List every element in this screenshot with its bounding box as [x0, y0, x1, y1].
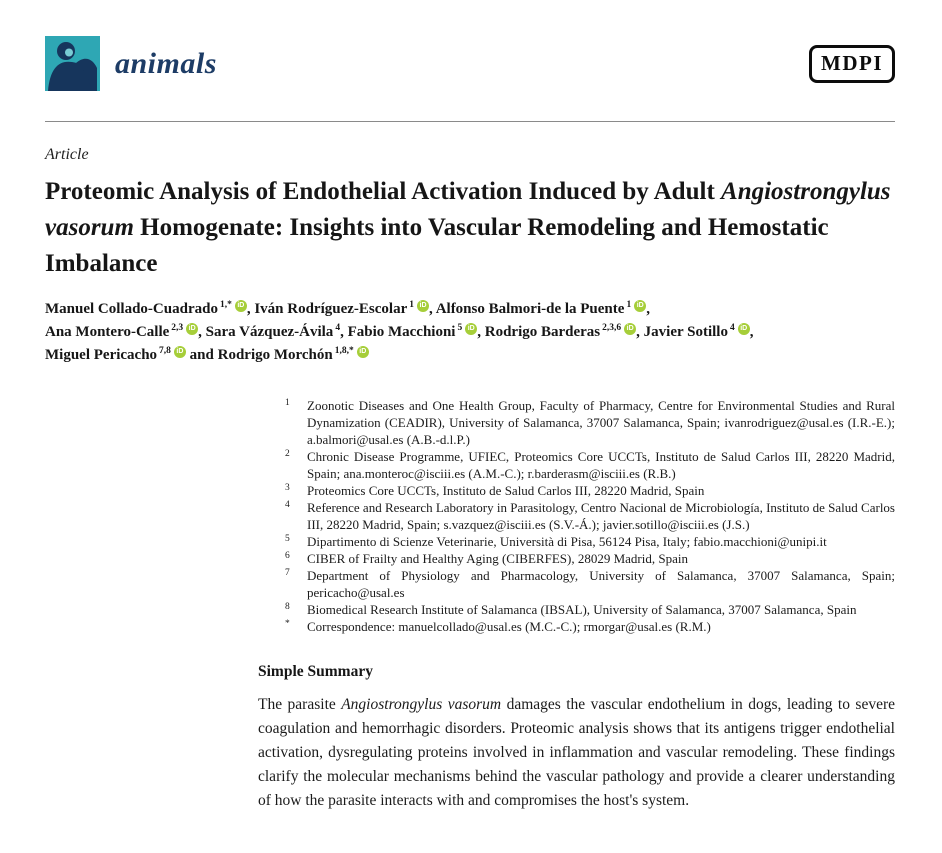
journal-logo[interactable]	[45, 36, 100, 91]
author-sep: ,	[429, 301, 433, 317]
affiliation-text: Proteomics Core UCCTs, Instituto de Salud Carlos III, 28220 Madrid, Spain	[307, 483, 705, 498]
affiliations-list	[285, 397, 895, 635]
correspondence-item	[285, 618, 895, 635]
gibbon-icon	[45, 36, 100, 91]
author-sup: 4	[729, 323, 735, 333]
affiliation-text: Biomedical Research Institute of Salamanca (IBSAL), University of Salamanca, 37007 Salamanca, Spain	[307, 602, 857, 617]
article-title	[45, 174, 895, 282]
author	[45, 347, 214, 363]
author	[485, 324, 640, 340]
author-sep: ,	[646, 301, 650, 317]
author-sep: ,	[246, 301, 251, 317]
affiliation-text: Reference and Research Laboratory in Parasitology, Centro Nacional de Microbiología, Instituto de Salud Carlos III, 28220 Madrid, Spain; s.vazquez@isciii.es (S.V.-Á.); javier.sotillo@isciii.es (J.S.)	[307, 500, 895, 532]
author-name: Miguel Pericacho	[45, 347, 158, 363]
author-sup: 5	[457, 323, 463, 333]
author-name: Iván Rodríguez-Escolar	[254, 301, 408, 317]
affiliation-item	[285, 499, 895, 533]
mdpi-logo[interactable]: MDPI	[809, 45, 895, 83]
author-sup: 1,8,*	[334, 346, 354, 356]
simple-summary-section	[258, 663, 895, 813]
affiliation-text: Department of Physiology and Pharmacology, University of Salamanca, 37007 Salamanca, Spain; pericacho@usal.es	[307, 568, 895, 600]
affiliation-item	[285, 482, 895, 499]
author	[436, 301, 650, 317]
author-sep: ,	[636, 324, 640, 340]
author-sep: and	[185, 347, 214, 363]
species-name: Angiostrongylus vasorum	[45, 178, 891, 241]
author-line-2	[45, 321, 895, 344]
author-name: Rodrigo Morchón	[217, 347, 333, 363]
orcid-icon[interactable]: iD	[624, 323, 636, 335]
affiliation-marker: 1	[285, 398, 290, 408]
article-type-label: Article	[45, 146, 89, 163]
author-sep: ,	[198, 324, 202, 340]
header-divider	[45, 121, 895, 122]
author-line-1	[45, 298, 895, 321]
author-sup: 1,*	[219, 300, 232, 310]
author-sep: ,	[340, 324, 344, 340]
author-sep: ,	[477, 324, 481, 340]
affiliation-marker: 4	[285, 500, 290, 510]
affiliation-text: Chronic Disease Programme, UFIEC, Proteomics Core UCCTs, Instituto de Salud Carlos III, 28220 Madrid, Spain; ana.monteroc@isciii.es (A.M.-C.); r.barderasm@isciii.es (R.B.)	[307, 449, 895, 481]
author	[45, 324, 202, 340]
author	[206, 324, 344, 340]
author-sup: 7,8	[159, 346, 171, 356]
affiliation-text: Dipartimento di Scienze Veterinarie, Università di Pisa, 56124 Pisa, Italy; fabio.macchioni@unipi.it	[307, 534, 827, 549]
affiliation-marker: 5	[285, 534, 290, 544]
orcid-icon[interactable]: iD	[465, 323, 477, 335]
author-sup: 1	[626, 300, 632, 310]
author-sep: ,	[749, 324, 754, 340]
author-name: Alfonso Balmori-de la Puente	[435, 301, 625, 317]
correspondence-marker: *	[285, 619, 290, 629]
affiliation-text: CIBER of Frailty and Healthy Aging (CIBERFES), 28029 Madrid, Spain	[307, 551, 688, 566]
affiliation-marker: 3	[285, 483, 290, 493]
author-name: Javier Sotillo	[643, 324, 728, 340]
summary-text-before: The parasite	[258, 696, 342, 713]
author-name: Manuel Collado-Cuadrado	[45, 301, 218, 317]
author-sup: 2,3	[171, 323, 184, 333]
affiliation-item	[285, 567, 895, 601]
title-part1: Proteomic Analysis of Endothelial Activation Induced by Adult	[45, 178, 722, 205]
simple-summary-heading: Simple Summary	[258, 663, 373, 680]
summary-species-name: Angiostrongylus vasorum	[341, 696, 502, 713]
orcid-icon[interactable]: iD	[357, 346, 369, 358]
journal-name: animals	[115, 46, 217, 80]
journal-brand[interactable]	[45, 36, 217, 91]
affiliation-marker: 7	[285, 568, 290, 578]
orcid-icon[interactable]: iD	[235, 300, 247, 312]
affiliation-text: Zoonotic Diseases and One Health Group, Faculty of Pharmacy, Centre for Environmental Studies and Rural Dynamization (CEADIR), University of Salamanca, 37007 Salamanca, Spain; ivanrodriguez@usal.es (I.R.-E.); a.balmori@usal.es (A.B.-d.l.P.)	[307, 398, 895, 447]
simple-summary-paragraph	[258, 693, 895, 813]
author-name: Ana Montero-Calle	[45, 324, 170, 340]
author	[644, 324, 754, 340]
affiliation-marker: 2	[285, 449, 290, 459]
orcid-icon[interactable]: iD	[174, 346, 186, 358]
orcid-icon[interactable]: iD	[634, 300, 646, 312]
author	[254, 301, 432, 317]
affiliation-item	[285, 397, 895, 448]
affiliation-item	[285, 601, 895, 618]
author	[45, 301, 251, 317]
orcid-icon[interactable]: iD	[738, 323, 750, 335]
affiliation-item	[285, 533, 895, 550]
author-name: Sara Vázquez-Ávila	[205, 324, 334, 340]
author-name: Fabio Macchioni	[347, 324, 456, 340]
author-line-3	[45, 344, 895, 367]
orcid-icon[interactable]: iD	[186, 323, 198, 335]
affiliation-marker: 6	[285, 551, 290, 561]
title-part2: Homogenate: Insights into Vascular Remodeling and Hemostatic Imbalance	[45, 214, 829, 277]
correspondence-text: Correspondence: manuelcollado@usal.es (M.C.-C.); rmorgar@usal.es (R.M.)	[307, 619, 711, 634]
affiliation-item	[285, 550, 895, 567]
journal-header	[45, 36, 895, 91]
author-sup: 4	[335, 323, 341, 333]
author-sup: 1	[409, 300, 414, 310]
author	[218, 347, 369, 363]
author-name: Rodrigo Barderas	[484, 324, 601, 340]
orcid-icon[interactable]: iD	[417, 300, 429, 312]
affiliation-marker: 8	[285, 602, 290, 612]
author	[348, 324, 481, 340]
author-list	[45, 298, 895, 367]
summary-text-after: damages the vascular endothelium in dogs, leading to severe coagulation and hemorrhagic disorders. Proteomic analysis shows that its antigens trigger endothelial activation, dysregulating proteins involved in inflammation and vascular remodeling. These findings clarify the molecular mechanisms behind the vascular pathology and provide a clearer understanding of how the parasite interacts with and compromises the host's system.	[258, 696, 895, 809]
affiliation-item	[285, 448, 895, 482]
author-sup: 2,3,6	[602, 323, 622, 333]
